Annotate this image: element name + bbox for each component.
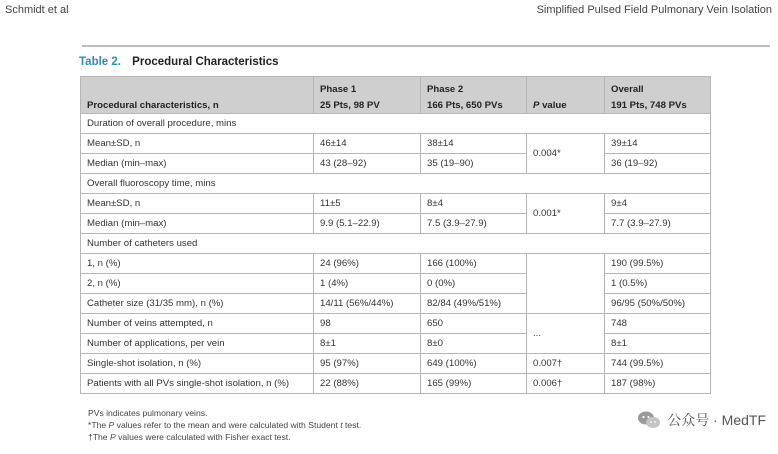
table-title: Procedural Characteristics — [132, 56, 279, 68]
header-pvalue-blank — [527, 77, 605, 96]
section-row — [81, 174, 711, 194]
table-footnotes — [88, 407, 361, 443]
cell-overall: 187 (98%) — [605, 374, 711, 394]
cell-overall: 748 — [605, 314, 711, 334]
header-phase2-sub: 166 Pts, 650 PVs — [421, 95, 527, 114]
section-duration: Duration of overall procedure, mins — [81, 114, 711, 134]
cell-phase2: 0 (0%) — [421, 274, 527, 294]
watermark-text: 公众号 · MedTF — [667, 412, 766, 428]
table-number: Table 2. — [79, 56, 121, 68]
cell-overall: 7.7 (3.9–27.9) — [605, 214, 711, 234]
running-head-title: Simplified Pulsed Field Pulmonary Vein Isolation — [536, 4, 772, 16]
cell-phase2: 8±4 — [421, 194, 527, 214]
table-row — [81, 334, 711, 354]
row-label: 1, n (%) — [81, 254, 314, 274]
table-caption — [79, 56, 279, 68]
watermark — [637, 410, 766, 430]
section-row — [81, 114, 711, 134]
cell-phase1: 43 (28–92) — [314, 154, 421, 174]
cell-phase1: 9.9 (5.1–22.9) — [314, 214, 421, 234]
footnote-dagger-a: †The — [88, 432, 110, 442]
row-label: Mean±SD, n — [81, 194, 314, 214]
header-pvalue-text: value — [539, 100, 567, 111]
cell-pvalue: 0.006† — [527, 374, 605, 394]
cell-phase1: 95 (97%) — [314, 354, 421, 374]
row-label: Mean±SD, n — [81, 134, 314, 154]
cell-phase1: 98 — [314, 314, 421, 334]
cell-pvalue: 0.004* — [527, 134, 605, 174]
cell-overall: 36 (19–92) — [605, 154, 711, 174]
footnote-dagger-p: P — [109, 432, 116, 442]
cell-pvalue: 0.001* — [527, 194, 605, 234]
cell-pvalue: 0.007† — [527, 354, 605, 374]
cell-phase2: 38±14 — [421, 134, 527, 154]
footnote-star-p: P — [108, 420, 115, 430]
section-catheters: Number of catheters used — [81, 234, 711, 254]
cell-phase1: 24 (96%) — [314, 254, 421, 274]
cell-phase2: 8±0 — [421, 334, 527, 354]
row-label: Median (min–max) — [81, 214, 314, 234]
table-row — [81, 354, 711, 374]
header-pvalue-p: P — [533, 100, 540, 111]
footnote-star-c: test. — [342, 420, 362, 430]
header-row-2 — [81, 95, 711, 114]
table-row — [81, 214, 711, 234]
footnote-dagger — [88, 431, 361, 443]
header-phase1-sub: 25 Pts, 98 PV — [314, 95, 421, 114]
header-row-1 — [81, 77, 711, 96]
cell-phase2: 165 (99%) — [421, 374, 527, 394]
table-row — [81, 294, 711, 314]
cell-phase2: 35 (19–90) — [421, 154, 527, 174]
cell-phase2: 649 (100%) — [421, 354, 527, 374]
cell-overall: 190 (99.5%) — [605, 254, 711, 274]
cell-phase1: 14/11 (56%/44%) — [314, 294, 421, 314]
cell-phase1: 22 (88%) — [314, 374, 421, 394]
row-label: Catheter size (31/35 mm), n (%) — [81, 294, 314, 314]
row-label: Median (min–max) — [81, 154, 314, 174]
running-head-author: Schmidt et al — [5, 4, 69, 16]
row-label: Single-shot isolation, n (%) — [81, 354, 314, 374]
footnote-star-t: t — [340, 420, 343, 430]
cell-phase2: 650 — [421, 314, 527, 334]
header-rule — [82, 45, 770, 47]
table-row — [81, 274, 711, 294]
table-row — [81, 374, 711, 394]
header-phase2-title: Phase 2 — [421, 77, 527, 96]
cell-phase2: 166 (100%) — [421, 254, 527, 274]
cell-pvalue-empty — [527, 254, 605, 314]
header-pvalue — [527, 95, 605, 114]
table-row — [81, 134, 711, 154]
header-label-blank — [81, 77, 314, 96]
cell-overall: 744 (99.5%) — [605, 354, 711, 374]
row-label: Number of veins attempted, n — [81, 314, 314, 334]
cell-overall: 9±4 — [605, 194, 711, 214]
footnote-star-b: values refer to the mean and were calculated with Student — [114, 420, 341, 430]
cell-overall: 8±1 — [605, 334, 711, 354]
header-phase1-title: Phase 1 — [314, 77, 421, 96]
header-overall-title: Overall — [605, 77, 711, 96]
table-row — [81, 194, 711, 214]
table-row — [81, 254, 711, 274]
procedural-table — [80, 76, 711, 394]
cell-overall: 96/95 (50%/50%) — [605, 294, 711, 314]
cell-overall: 39±14 — [605, 134, 711, 154]
wechat-icon — [637, 410, 661, 430]
cell-phase2: 82/84 (49%/51%) — [421, 294, 527, 314]
footnote-star — [88, 419, 361, 431]
cell-pvalue: ... — [527, 314, 605, 354]
row-label: Number of applications, per vein — [81, 334, 314, 354]
cell-phase1: 11±5 — [314, 194, 421, 214]
header-label: Procedural characteristics, n — [81, 95, 314, 114]
row-label: Patients with all PVs single-shot isolation, n (%) — [81, 374, 314, 394]
table-row — [81, 154, 711, 174]
cell-overall: 1 (0.5%) — [605, 274, 711, 294]
footnote-abbrev: PVs indicates pulmonary veins. — [88, 408, 208, 418]
footnote-star-a: *The — [88, 420, 109, 430]
cell-phase1: 1 (4%) — [314, 274, 421, 294]
footnote-dagger-b: values were calculated with Fisher exact test. — [115, 432, 291, 442]
table-row — [81, 314, 711, 334]
cell-phase2: 7.5 (3.9–27.9) — [421, 214, 527, 234]
section-fluoroscopy: Overall fluoroscopy time, mins — [81, 174, 711, 194]
section-row — [81, 234, 711, 254]
cell-phase1: 8±1 — [314, 334, 421, 354]
header-overall-sub: 191 Pts, 748 PVs — [605, 95, 711, 114]
cell-phase1: 46±14 — [314, 134, 421, 154]
row-label: 2, n (%) — [81, 274, 314, 294]
